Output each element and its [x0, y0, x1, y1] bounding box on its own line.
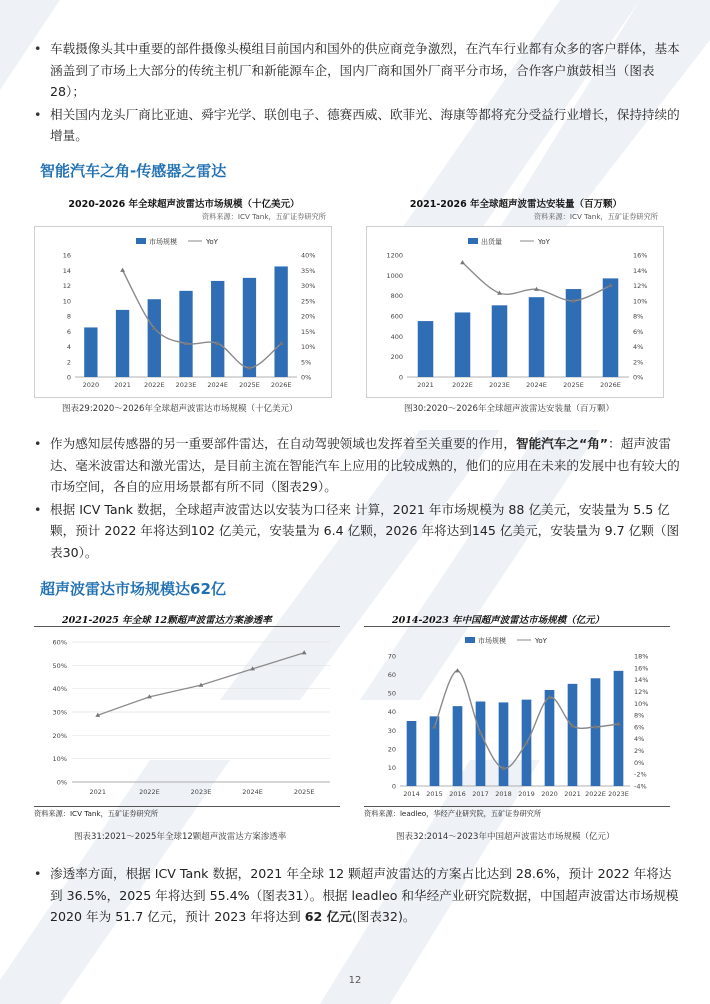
y2-tick-label: 20% [301, 312, 316, 321]
legend-bar-swatch [136, 238, 146, 244]
chart-title: 2014-2023 年中国超声波雷达市场规模（亿元） [392, 615, 605, 626]
y-tick-label: 30% [52, 708, 67, 717]
bar [591, 678, 601, 786]
y2-tick-label: 35% [301, 266, 316, 275]
y2-tick-label: 18% [634, 652, 649, 661]
y2-tick-label: 14% [634, 676, 649, 685]
bar [148, 299, 161, 377]
bar [179, 291, 192, 377]
y-tick-label: 50% [52, 661, 67, 670]
source-rule [34, 806, 340, 807]
y2-tick-label: 0% [633, 373, 644, 382]
chart-31 [34, 612, 344, 844]
yoy-line [123, 270, 282, 368]
y-tick-label: 4 [66, 343, 71, 351]
x-tick-label: 2018 [495, 790, 512, 798]
y-tick-label: 1200 [386, 251, 403, 260]
chart-caption: 图30:2020～2026年全球超声波雷达安装量（百万颗） [404, 404, 614, 414]
bar [455, 312, 471, 377]
bullet-text: ：超声波雷达、毫米波雷达和激光雷达，是目前主流在智能汽车上应用的比较成熟的，他们的应用在未来的发展中也有较大的市场空间，各自的应用场景都有所不同（图表29）。 [50, 436, 680, 494]
x-tick-label: 2021 [114, 381, 131, 389]
chart-source: 资料来源：ICV Tank，五矿证券研究所 [201, 212, 326, 221]
x-tick-label: 2021 [417, 381, 434, 389]
y-tick-label: 800 [390, 292, 403, 301]
legend-label: YoY [535, 637, 547, 645]
y2-tick-label: 4% [633, 343, 644, 351]
y-tick-label: 50 [387, 689, 396, 698]
y-tick-label: 40% [52, 685, 67, 694]
bullet-text: 渗透率方面，根据 ICV Tank 数据，2021 年全球 12 颗超声波雷达的方案占比达到 28.6%，预计 2022 年将达到 36.5%，2025 年将达到 55.4%（图表31）。根据 leadleo 和华经产业研究院数据，中国超声波雷达市场规模 2020 年为 51.7 亿元，预计 2023 年将达到 [50, 866, 679, 924]
top-bullet-list [34, 38, 682, 148]
chart-svg [364, 630, 670, 806]
page-number: 12 [348, 975, 362, 986]
bullet-text: (图表32)。 [351, 909, 416, 924]
chart-title: 2020-2026 年全球超声波雷达市场规模（十亿美元） [68, 199, 300, 210]
y2-tick-label: 2% [634, 747, 645, 756]
y-tick-label: 14 [62, 266, 71, 275]
bar [116, 310, 129, 377]
x-tick-label: 2025E [563, 381, 584, 389]
y-tick-label: 6 [66, 327, 71, 336]
x-tick-label: 2022E [139, 788, 160, 796]
y-tick-label: 60% [52, 638, 67, 647]
bullet-item: • 根据 ICV Tank 数据，全球超声波雷达以安装为口径来 计算，2021 年市场规模为 88 亿美元，安装量为 5.5 亿颗，预计 2022 年将达到102 亿美元，安装量为 6.4 亿颗，2026 年将达到145 亿美元，安装量为 9.7 亿颗（图表30）。 [34, 499, 682, 564]
yoy-point [455, 668, 460, 672]
y2-tick-label: 8% [634, 711, 645, 720]
y2-tick-label: 15% [301, 327, 316, 336]
y2-tick-label: 2% [633, 358, 644, 367]
bar [529, 297, 545, 377]
y-tick-label: 600 [390, 312, 403, 321]
y2-tick-label: 16% [633, 251, 648, 260]
y-tick-label: 20 [387, 745, 396, 754]
legend-bar-swatch [468, 238, 478, 244]
y2-tick-label: 10% [634, 699, 649, 708]
section-title: 智能汽车之角-传感器之雷达 [40, 162, 227, 180]
chart-svg [367, 227, 663, 397]
y-tick-label: 10% [52, 755, 67, 764]
y-tick-label: 200 [390, 353, 403, 362]
x-tick-label: 2024E [207, 381, 229, 389]
x-tick-label: 2017 [472, 790, 489, 798]
bar [476, 702, 486, 787]
title-rule [364, 626, 670, 627]
x-tick-label: 2026E [600, 381, 621, 389]
y-tick-label: 60 [387, 671, 396, 680]
chart-source: 资料来源：leadleo，华经产业研究院，五矿证券研究所 [364, 809, 542, 818]
chart-title: 2021-2025 年全球 12颗超声波雷达方案渗透率 [62, 615, 272, 626]
bullet-item: • 车载摄像头其中重要的部件摄像头模组目前国内和国外的供应商竞争激烈，在汽车行业都有众多的客户群体，基本涵盖到了市场上大部分的传统主机厂和新能源车企，国内厂商和国外厂商平分市场，合作客户旗鼓相当（图表28）； [34, 38, 682, 103]
y2-tick-label: 8% [633, 312, 644, 321]
y-tick-label: 30 [387, 726, 396, 735]
chart-title: 2021-2026 年全球超声波雷达安装量（百万颗） [409, 199, 623, 210]
x-tick-label: 2025E [239, 381, 260, 389]
y2-tick-label: 25% [301, 297, 316, 306]
yoy-point [120, 268, 125, 272]
legend-label: YoY [206, 238, 218, 246]
middle-bullet-list [34, 433, 682, 564]
y2-tick-label: -2% [634, 770, 647, 779]
bar [603, 278, 619, 377]
bar [568, 684, 578, 786]
bullet-item: • 相关国内龙头厂商比亚迪、舜宇光学、联创电子、德赛西威、欧菲光、海康等都将充分受益行业增长，保持持续的增量。 [34, 104, 682, 147]
chart-32 [364, 612, 674, 844]
y2-tick-label: 6% [633, 327, 644, 336]
data-point [302, 650, 307, 654]
title-rule [34, 626, 340, 627]
bar [211, 281, 224, 377]
x-tick-label: 2014 [403, 790, 420, 798]
chart-30 [366, 196, 666, 418]
bullet-item [34, 863, 682, 928]
legend-label: 市场规模 [478, 637, 506, 645]
y-tick-label: 8 [66, 312, 71, 321]
x-tick-label: 2016 [449, 790, 466, 798]
y-tick-label: 16 [62, 251, 71, 260]
x-tick-label: 2015 [426, 790, 443, 798]
section-title: 超声波雷达市场规模达62亿 [40, 580, 226, 598]
legend-label: YoY [538, 238, 550, 246]
chart-source: 资料来源：ICV Tank，五矿证券研究所 [34, 809, 159, 818]
x-tick-label: 2023E [190, 788, 212, 796]
bar [418, 321, 434, 377]
bar [84, 327, 97, 377]
y-tick-label: 1000 [386, 271, 403, 280]
source-rule [364, 806, 670, 807]
x-tick-label: 2023E [175, 381, 197, 389]
chart-29 [34, 196, 334, 418]
y2-tick-label: 14% [633, 266, 648, 275]
bullet-text: 作为感知层传感器的另一重要部件雷达，在自动驾驶领域也发挥着至关重要的作用， [50, 436, 516, 451]
bar [614, 671, 624, 786]
y-tick-label: 12 [62, 282, 71, 290]
x-tick-label: 2024E [242, 788, 263, 796]
chart-source: 资料来源：ICV Tank，五矿证券研究所 [533, 212, 658, 221]
x-tick-label: 2023E [489, 381, 510, 389]
x-tick-label: 2019 [518, 790, 535, 798]
y2-tick-label: 4% [634, 735, 645, 744]
y2-tick-label: -4% [634, 782, 647, 791]
legend-label: 市场规模 [149, 238, 177, 246]
chart-frame [34, 226, 332, 398]
chart-svg [34, 630, 340, 806]
y2-tick-label: 12% [633, 282, 648, 290]
y-tick-label: 10 [387, 763, 396, 772]
y2-tick-label: 10% [633, 297, 648, 306]
y-tick-label: 40 [387, 708, 396, 717]
bullet-item [34, 433, 682, 498]
bullet-bold-text: 62 亿元 [304, 909, 352, 924]
y-tick-label: 70 [387, 652, 396, 661]
x-tick-label: 2024E [526, 381, 547, 389]
y2-tick-label: 16% [634, 664, 649, 673]
bar [407, 721, 417, 786]
chart-svg [35, 227, 331, 397]
chart-frame [366, 226, 664, 398]
x-tick-label: 2020 [541, 790, 558, 798]
legend-label: 出货量 [481, 238, 502, 246]
y2-tick-label: 10% [301, 343, 316, 351]
y2-tick-label: 0% [634, 758, 645, 767]
x-tick-label: 2021 [564, 790, 581, 798]
x-tick-label: 2023E [608, 790, 629, 798]
y-tick-label: 0 [391, 782, 396, 791]
y2-tick-label: 6% [634, 723, 645, 732]
y2-tick-label: 30% [301, 282, 316, 290]
bar [492, 305, 508, 377]
y-tick-label: 10 [62, 297, 71, 306]
y-tick-label: 400 [390, 332, 403, 341]
bar [453, 706, 463, 786]
x-tick-label: 2025E [293, 788, 315, 796]
bar [545, 690, 555, 786]
y-tick-label: 0% [56, 778, 67, 787]
x-tick-label: 2022E [585, 790, 606, 798]
legend-bar-swatch [465, 637, 475, 643]
chart-caption: 图表32:2014～2023年中国超声波雷达市场规模（亿元） [396, 832, 615, 842]
bar [499, 702, 509, 786]
y-tick-label: 0 [66, 373, 71, 382]
x-tick-label: 2026E [270, 381, 292, 389]
y2-tick-label: 12% [634, 687, 649, 696]
y-tick-label: 0 [398, 373, 403, 382]
y2-tick-label: 5% [301, 358, 312, 367]
chart-caption: 图表31:2021～2025年全球12颗超声波雷达方案渗透率 [74, 832, 287, 842]
y2-tick-label: 40% [301, 251, 316, 260]
x-tick-label: 2020 [82, 381, 100, 389]
yoy-point [460, 260, 465, 264]
bottom-bullet-list [34, 863, 682, 929]
bar [274, 266, 287, 377]
bar [243, 278, 256, 377]
x-tick-label: 2021 [89, 788, 107, 796]
y-tick-label: 20% [52, 731, 67, 740]
x-tick-label: 2022E [452, 381, 473, 389]
yoy-line [463, 263, 611, 301]
y2-tick-label: 0% [301, 373, 312, 382]
y-tick-label: 2 [66, 358, 71, 367]
bullet-bold-text: 智能汽车之“角” [515, 436, 609, 451]
x-tick-label: 2022E [143, 381, 165, 389]
chart-caption: 图表29:2020～2026年全球超声波雷达市场规模（十亿美元） [62, 404, 298, 414]
